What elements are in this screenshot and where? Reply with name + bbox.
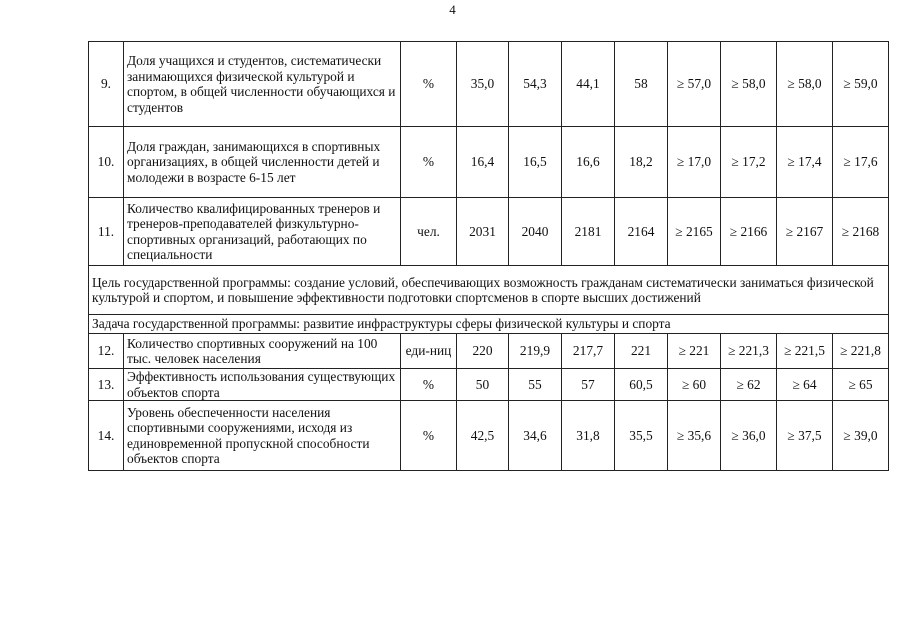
table-row	[89, 198, 889, 266]
table-row	[89, 401, 889, 471]
indicator-value: ≥ 65	[833, 369, 889, 401]
indicator-value: ≥ 39,0	[833, 401, 889, 471]
indicator-value: ≥ 36,0	[721, 401, 777, 471]
indicator-value: ≥ 221,3	[721, 334, 777, 369]
indicator-unit: чел.	[401, 198, 457, 266]
indicator-value: 31,8	[562, 401, 615, 471]
indicator-value: ≥ 58,0	[777, 42, 833, 127]
indicator-value: 221	[615, 334, 668, 369]
indicator-value: 217,7	[562, 334, 615, 369]
row-number: 14.	[89, 401, 124, 471]
indicator-name: Уровень обеспеченности населения спортивными сооружениями, исходя из единовременной пропускной способности объектов спорта	[124, 401, 401, 471]
table-row	[89, 42, 889, 127]
indicator-value: ≥ 59,0	[833, 42, 889, 127]
indicator-unit: %	[401, 42, 457, 127]
indicator-value: ≥ 221,5	[777, 334, 833, 369]
indicator-value: ≥ 2166	[721, 198, 777, 266]
indicator-name: Доля учащихся и студентов, систематически занимающихся физической культурой и спортом, в общей численности обучающихся и студентов	[124, 42, 401, 127]
indicator-value: 16,4	[457, 127, 509, 198]
indicator-value: 35,0	[457, 42, 509, 127]
indicator-unit: %	[401, 401, 457, 471]
indicator-value: ≥ 58,0	[721, 42, 777, 127]
indicator-name: Количество спортивных сооружений на 100 тыс. человек населения	[124, 334, 401, 369]
indicator-value: 42,5	[457, 401, 509, 471]
indicator-value: 2181	[562, 198, 615, 266]
indicators-table	[88, 41, 889, 471]
indicator-value: 2031	[457, 198, 509, 266]
row-number: 9.	[89, 42, 124, 127]
indicator-value: ≥ 17,0	[668, 127, 721, 198]
indicator-value: ≥ 17,6	[833, 127, 889, 198]
indicator-value: 35,5	[615, 401, 668, 471]
page-number: 4	[449, 2, 456, 17]
indicator-name: Эффективность использования существующих объектов спорта	[124, 369, 401, 401]
indicator-value: ≥ 62	[721, 369, 777, 401]
program-task-row	[89, 315, 889, 334]
indicator-value: 219,9	[509, 334, 562, 369]
indicator-value: 34,6	[509, 401, 562, 471]
indicator-value: 16,6	[562, 127, 615, 198]
indicator-value: ≥ 17,2	[721, 127, 777, 198]
indicator-value: ≥ 2165	[668, 198, 721, 266]
indicator-unit: %	[401, 127, 457, 198]
indicator-value: ≥ 17,4	[777, 127, 833, 198]
program-goal: Цель государственной программы: создание условий, обеспечивающих возможность гражданам систематически заниматься физической культурой и спортом, и повышение эффективности подготовки спортсменов в спорте высших достижений	[89, 266, 889, 315]
row-number: 10.	[89, 127, 124, 198]
program-goal-row	[89, 266, 889, 315]
table-row	[89, 127, 889, 198]
indicator-unit: еди-ниц	[401, 334, 457, 369]
indicator-value: ≥ 64	[777, 369, 833, 401]
indicator-value: ≥ 221	[668, 334, 721, 369]
indicator-value: ≥ 221,8	[833, 334, 889, 369]
indicator-value: 2040	[509, 198, 562, 266]
indicator-value: ≥ 37,5	[777, 401, 833, 471]
row-number: 13.	[89, 369, 124, 401]
indicator-name: Количество квалифицированных тренеров и тренеров-преподавателей физкультурно-спортивных организаций, работающих по специальности	[124, 198, 401, 266]
indicator-unit: %	[401, 369, 457, 401]
row-number: 12.	[89, 334, 124, 369]
row-number: 11.	[89, 198, 124, 266]
indicator-value: 60,5	[615, 369, 668, 401]
indicator-value: 58	[615, 42, 668, 127]
table-row	[89, 334, 889, 369]
indicator-value: ≥ 35,6	[668, 401, 721, 471]
indicator-value: ≥ 2168	[833, 198, 889, 266]
indicator-value: 16,5	[509, 127, 562, 198]
indicator-name: Доля граждан, занимающихся в спортивных организациях, в общей численности детей и молодежи в возрасте 6-15 лет	[124, 127, 401, 198]
indicator-value: ≥ 57,0	[668, 42, 721, 127]
indicator-value: 2164	[615, 198, 668, 266]
table-row	[89, 369, 889, 401]
indicator-value: 55	[509, 369, 562, 401]
indicator-value: 50	[457, 369, 509, 401]
indicator-value: 18,2	[615, 127, 668, 198]
indicator-value: 54,3	[509, 42, 562, 127]
indicator-value: ≥ 2167	[777, 198, 833, 266]
indicator-value: 57	[562, 369, 615, 401]
indicator-value: ≥ 60	[668, 369, 721, 401]
indicator-value: 44,1	[562, 42, 615, 127]
program-task: Задача государственной программы: развитие инфраструктуры сферы физической культуры и спорта	[89, 315, 889, 334]
indicator-value: 220	[457, 334, 509, 369]
